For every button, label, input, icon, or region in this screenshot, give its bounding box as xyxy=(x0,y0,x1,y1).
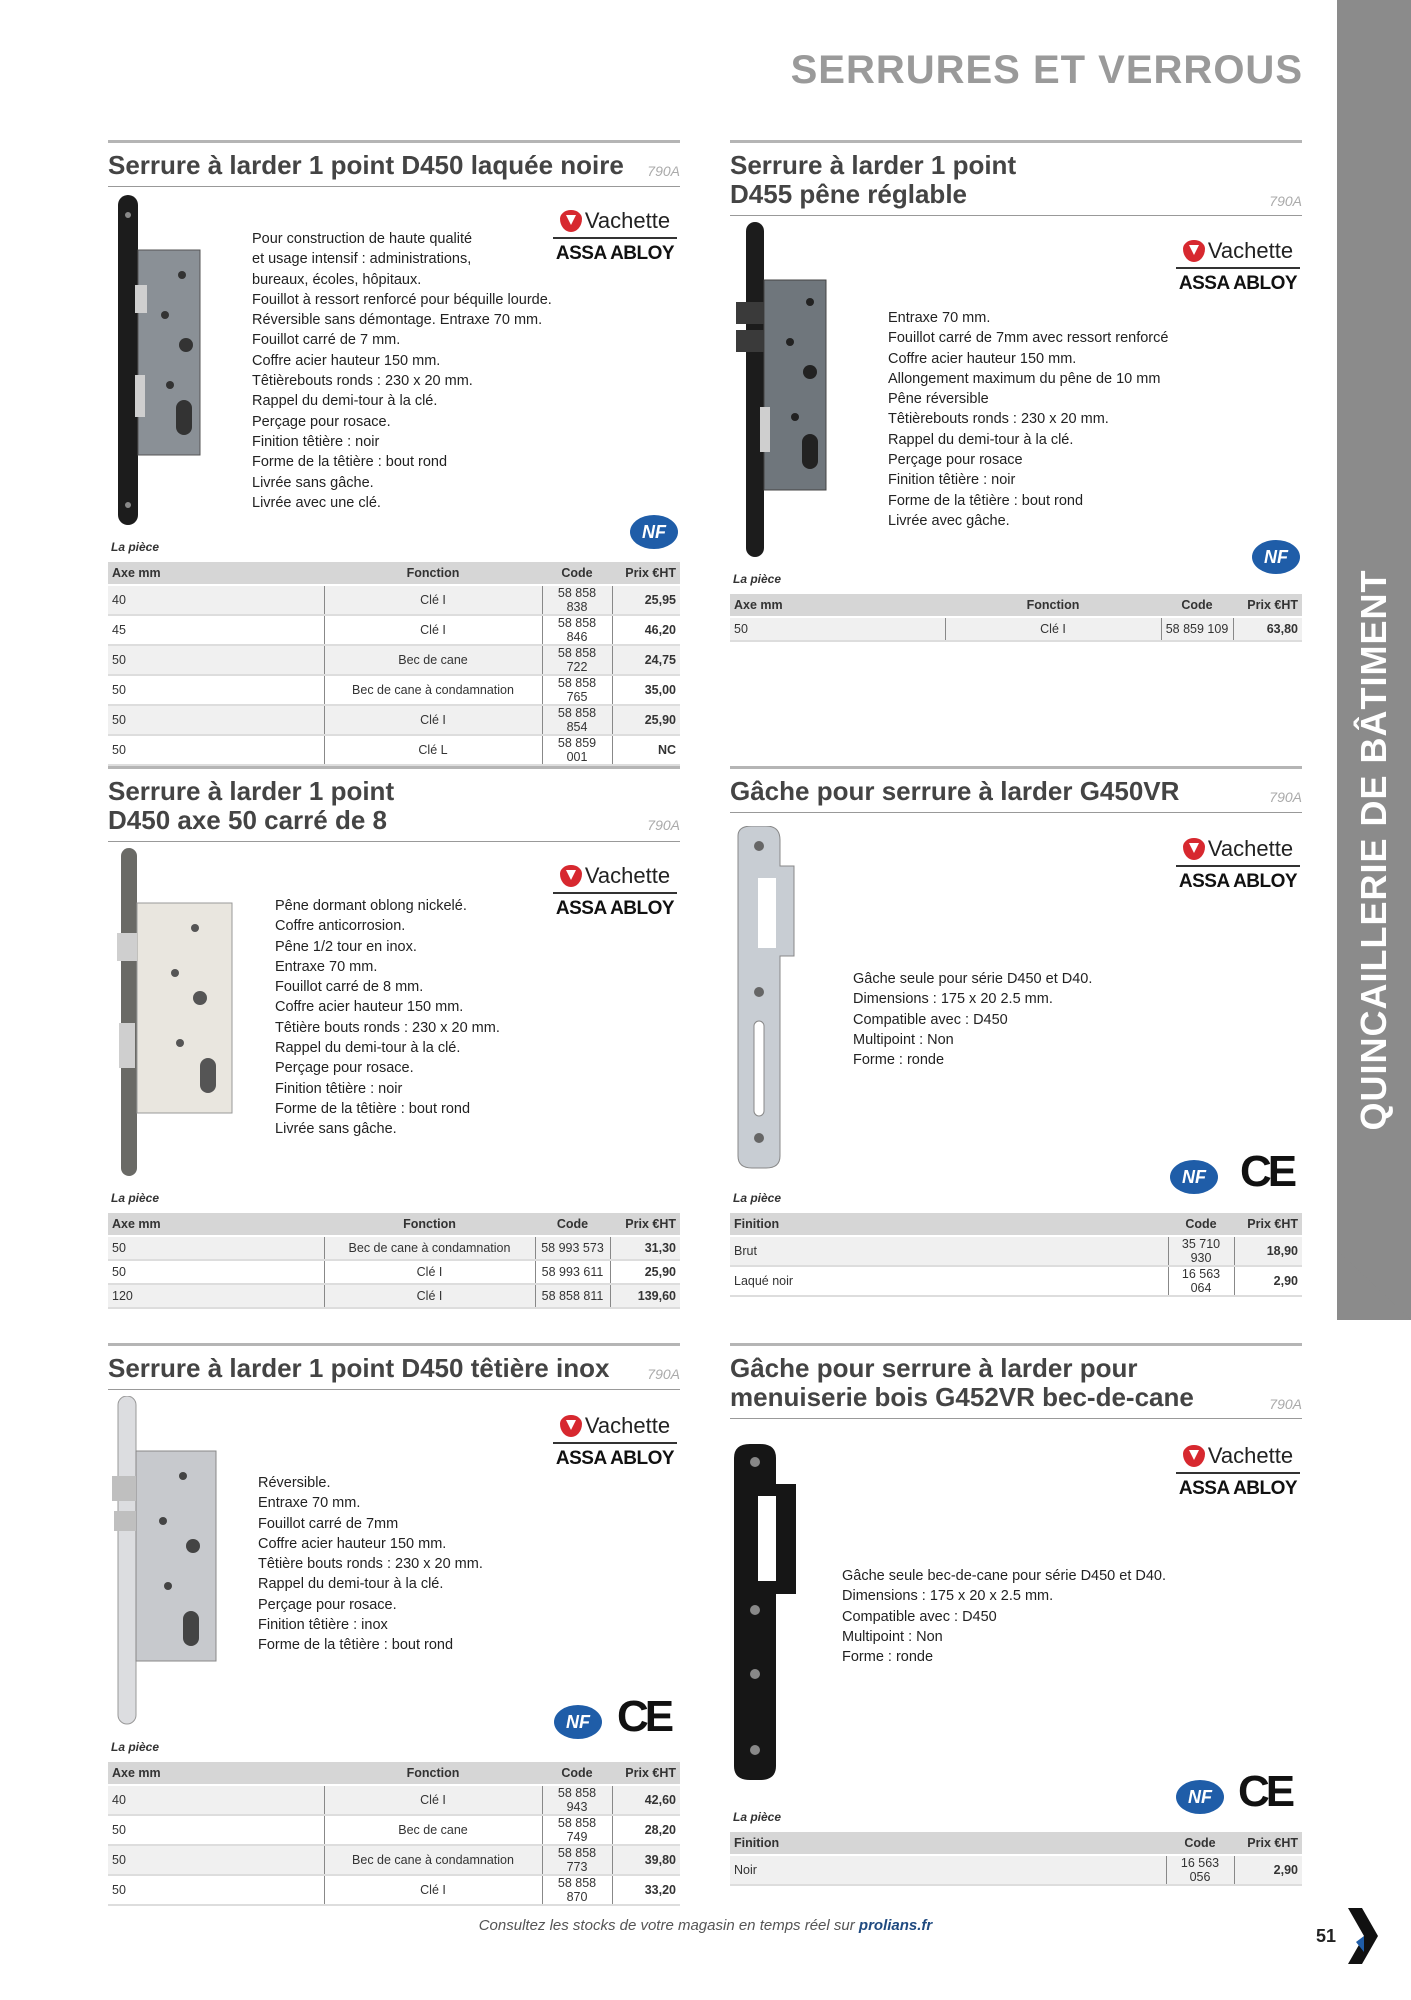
unit-label: La pièce xyxy=(733,1810,782,1824)
cell-prix: 33,20 xyxy=(612,1875,680,1905)
cell-code: 58 858 870 xyxy=(542,1875,612,1905)
table-row xyxy=(108,1284,680,1308)
col-finition: Finition xyxy=(730,1213,1168,1236)
table-row xyxy=(108,615,680,645)
table-row xyxy=(108,1815,680,1845)
brand-vachette: Vachette xyxy=(1207,1443,1294,1468)
nf-certification-icon: NF xyxy=(1170,1160,1218,1194)
page-header-title: SERRURES ET VERROUS xyxy=(790,48,1303,92)
cell-code: 58 858 765 xyxy=(542,675,612,705)
table-row xyxy=(730,1266,1302,1296)
ce-mark-icon: CE xyxy=(617,1692,671,1741)
chevron-right-icon xyxy=(1348,1908,1378,1964)
cell-code: 58 859 109 xyxy=(1161,617,1233,641)
product-description: Pour construction de haute qualité et usage intensif : administrations, bureaux, écoles, hôpitaux. Fouillot à ressort renforcé pour béquille lourde. Réversible sans démontage. Entraxe 70 mm. Fouillot carré de 7 mm. Coffre acier hauteur 150 mm. Têtièrebouts ronds : 230 x 20 mm. Rappel du demi-tour à la clé. Perçage pour rosace. Finition têtière : noir Forme de la têtière : bout rond Livrée sans gâche. Livrée avec une clé. xyxy=(252,231,552,511)
cell-code: 58 858 773 xyxy=(542,1845,612,1875)
footer-link[interactable]: prolians.fr xyxy=(858,1917,933,1934)
unit-label: La pièce xyxy=(111,1191,160,1205)
catalog-code: 790A xyxy=(1269,1396,1302,1412)
cell-prix: 25,90 xyxy=(610,1260,680,1284)
cell-prix: 46,20 xyxy=(612,615,680,645)
brand-logo-s4 xyxy=(1176,836,1300,893)
col-prix: Prix €HT xyxy=(1233,594,1302,617)
brand-assa-abloy: ASSA ABLOY xyxy=(555,243,675,264)
cell-prix: 42,60 xyxy=(612,1785,680,1815)
catalog-code: 790A xyxy=(647,1366,680,1382)
catalog-code: 790A xyxy=(647,817,680,833)
unit-label: La pièce xyxy=(111,540,160,554)
cell-fonction: Clé I xyxy=(324,1785,542,1815)
col-prix: Prix €HT xyxy=(1234,1832,1302,1855)
section-s5 xyxy=(108,1343,680,1390)
unit-label: La pièce xyxy=(733,572,782,586)
col-code: Code xyxy=(1168,1213,1234,1236)
cell-fonction: Bec de cane à condamnation xyxy=(324,1236,535,1260)
cell-prix: 39,80 xyxy=(612,1845,680,1875)
cell-prix: 63,80 xyxy=(1233,617,1302,641)
cell-fonction: Bec de cane à condamnation xyxy=(324,675,542,705)
cell-finition: Brut xyxy=(730,1236,1168,1266)
cell-code: 58 859 001 xyxy=(542,735,612,765)
product-image-lock-black xyxy=(110,195,210,530)
price-table-s2 xyxy=(730,594,1302,642)
col-axe: Axe mm xyxy=(108,562,324,585)
col-code: Code xyxy=(542,562,612,585)
brand-logo-s2 xyxy=(1176,238,1300,295)
cell-prix: 2,90 xyxy=(1234,1266,1302,1296)
section-s1 xyxy=(108,140,680,187)
cell-axe: 50 xyxy=(108,675,324,705)
footer-note xyxy=(0,1917,1411,1934)
table-row xyxy=(108,675,680,705)
table-row xyxy=(108,705,680,735)
cell-finition: Noir xyxy=(730,1855,1166,1885)
cell-fonction: Clé I xyxy=(324,585,542,615)
cell-code: 58 993 611 xyxy=(535,1260,610,1284)
price-table-s4 xyxy=(730,1213,1302,1297)
product-description: Réversible. Entraxe 70 mm. Fouillot carré de 7mm Coffre acier hauteur 150 mm. Têtière bouts ronds : 230 x 20 mm. Rappel du demi-tour à la clé. Perçage pour rosace. Finition têtière : inox Forme de la têtière : bout rond xyxy=(258,1475,483,1654)
col-prix: Prix €HT xyxy=(610,1213,680,1236)
cell-code: 35 710 930 xyxy=(1168,1236,1234,1266)
footer-text: Consultez les stocks de votre magasin en temps réel sur xyxy=(478,1917,855,1934)
col-fonction: Fonction xyxy=(324,562,542,585)
cell-axe: 120 xyxy=(108,1284,324,1308)
cell-fonction: Bec de cane à condamnation xyxy=(324,1845,542,1875)
cell-code: 58 858 846 xyxy=(542,615,612,645)
cell-axe: 50 xyxy=(108,1875,324,1905)
brand-logo-s6 xyxy=(1176,1443,1300,1500)
cell-code: 58 993 573 xyxy=(535,1236,610,1260)
col-axe: Axe mm xyxy=(730,594,945,617)
cell-code: 58 858 749 xyxy=(542,1815,612,1845)
section-title-line2: D450 axe 50 carré de 8 xyxy=(108,805,387,835)
cell-fonction: Bec de cane xyxy=(324,1815,542,1845)
table-row xyxy=(730,1236,1302,1266)
section-title: Gâche pour serrure à larder G450VR xyxy=(730,769,1302,813)
cell-prix: 25,95 xyxy=(612,585,680,615)
cell-fonction: Clé I xyxy=(324,615,542,645)
product-description: Pêne dormant oblong nickelé. Coffre anticorrosion. Pêne 1/2 tour en inox. Entraxe 70 mm. Fouillot carré de 8 mm. Coffre acier hauteur 150 mm. Têtière bouts ronds : 230 x 20 mm. Rappel du demi-tour à la clé. Perçage pour rosace. Finition têtière : noir Forme de la têtière : bout rond Livrée sans gâche. xyxy=(275,898,500,1138)
table-row xyxy=(108,735,680,765)
brand-vachette: Vachette xyxy=(1207,238,1294,263)
cell-fonction: Bec de cane xyxy=(324,645,542,675)
cell-prix: 28,20 xyxy=(612,1815,680,1845)
ce-mark-icon: CE xyxy=(1240,1147,1294,1196)
cell-prix: 24,75 xyxy=(612,645,680,675)
brand-assa-abloy: ASSA ABLOY xyxy=(555,1448,675,1469)
vachette-icon xyxy=(1183,240,1205,262)
brand-assa-abloy: ASSA ABLOY xyxy=(1178,1478,1298,1499)
cell-axe: 40 xyxy=(108,1785,324,1815)
col-prix: Prix €HT xyxy=(612,1762,680,1785)
catalog-code: 790A xyxy=(1269,193,1302,209)
cell-code: 58 858 722 xyxy=(542,645,612,675)
col-finition: Finition xyxy=(730,1832,1166,1855)
col-code: Code xyxy=(542,1762,612,1785)
cell-fonction: Clé L xyxy=(324,735,542,765)
cell-code: 16 563 064 xyxy=(1168,1266,1234,1296)
section-s6 xyxy=(730,1343,1302,1419)
col-code: Code xyxy=(1166,1832,1234,1855)
product-image-lock-inox xyxy=(108,1396,223,1726)
section-title xyxy=(108,769,680,842)
col-fonction: Fonction xyxy=(324,1213,535,1236)
price-table-s3 xyxy=(108,1213,680,1309)
cell-prix: 31,30 xyxy=(610,1236,680,1260)
cell-code: 58 858 943 xyxy=(542,1785,612,1815)
brand-assa-abloy: ASSA ABLOY xyxy=(555,898,675,919)
cell-fonction: Clé I xyxy=(324,1260,535,1284)
cell-prix: 2,90 xyxy=(1234,1855,1302,1885)
product-description: Entraxe 70 mm. Fouillot carré de 7mm avec ressort renforcé Coffre acier hauteur 150 mm. Allongement maximum du pêne de 10 mm Pêne réversible Têtièrebouts ronds : 230 x 20 mm. Rappel du demi-tour à la clé. Perçage pour rosace Finition têtière : noir Forme de la têtière : bout rond Livrée avec gâche. xyxy=(888,310,1169,529)
col-axe: Axe mm xyxy=(108,1762,324,1785)
cell-axe: 50 xyxy=(108,645,324,675)
product-description: Gâche seule bec-de-cane pour série D450 et D40. Dimensions : 175 x 20 x 2.5 mm. Compatible avec : D450 Multipoint : Non Forme : ronde xyxy=(842,1568,1167,1666)
col-prix: Prix €HT xyxy=(612,562,680,585)
section-title-line2: menuiserie bois G452VR bec-de-cane xyxy=(730,1382,1194,1412)
section-title: Serrure à larder 1 point D450 têtière inox xyxy=(108,1346,680,1390)
vachette-icon xyxy=(560,1415,582,1437)
col-fonction: Fonction xyxy=(324,1762,542,1785)
cell-code: 58 858 854 xyxy=(542,705,612,735)
brand-vachette: Vachette xyxy=(1207,836,1294,861)
section-title-line1: Serrure à larder 1 point xyxy=(730,150,1017,180)
section-title-line2: D455 pêne réglable xyxy=(730,179,967,209)
table-row xyxy=(108,1845,680,1875)
cell-axe: 50 xyxy=(108,1236,324,1260)
cell-axe: 50 xyxy=(108,1260,324,1284)
brand-logo-s5 xyxy=(553,1413,677,1470)
cell-prix: 25,90 xyxy=(612,705,680,735)
cell-axe: 50 xyxy=(108,1845,324,1875)
unit-label: La pièce xyxy=(733,1191,782,1205)
cell-fonction: Clé I xyxy=(324,1284,535,1308)
cell-axe: 50 xyxy=(108,735,324,765)
cell-axe: 50 xyxy=(108,705,324,735)
price-table-s1 xyxy=(108,562,680,766)
catalog-code: 790A xyxy=(1269,789,1302,805)
section-title xyxy=(730,1346,1302,1419)
brand-vachette: Vachette xyxy=(584,1413,671,1438)
cell-axe: 45 xyxy=(108,615,324,645)
table-row xyxy=(108,1785,680,1815)
section-title: Serrure à larder 1 point D450 laquée noire xyxy=(108,143,680,187)
brand-assa-abloy: ASSA ABLOY xyxy=(1178,273,1298,294)
table-row xyxy=(108,645,680,675)
catalog-code: 790A xyxy=(647,163,680,179)
table-row xyxy=(108,1875,680,1905)
section-s3 xyxy=(108,766,680,842)
table-row xyxy=(730,617,1302,641)
cell-fonction: Clé I xyxy=(324,705,542,735)
nf-certification-icon: NF xyxy=(1252,540,1300,574)
price-table-s6 xyxy=(730,1832,1302,1886)
col-code: Code xyxy=(1161,594,1233,617)
cell-axe: 50 xyxy=(730,617,945,641)
ce-mark-icon: CE xyxy=(1238,1767,1292,1816)
section-title xyxy=(730,143,1302,216)
cell-code: 16 563 056 xyxy=(1166,1855,1234,1885)
product-image-lock-white xyxy=(115,848,240,1178)
table-row xyxy=(730,1855,1302,1885)
brand-vachette: Vachette xyxy=(584,863,671,888)
vachette-icon xyxy=(1183,1445,1205,1467)
cell-prix: NC xyxy=(612,735,680,765)
col-fonction: Fonction xyxy=(945,594,1161,617)
brand-assa-abloy: ASSA ABLOY xyxy=(1178,871,1298,892)
section-s4 xyxy=(730,766,1302,813)
table-row xyxy=(108,1260,680,1284)
side-tab-corner xyxy=(1337,1250,1411,1320)
col-code: Code xyxy=(535,1213,610,1236)
section-s2 xyxy=(730,140,1302,216)
side-tab-label: QUINCAILLERIE DE BÂTIMENT xyxy=(1353,569,1394,1131)
cell-prix: 35,00 xyxy=(612,675,680,705)
page-number: 51 xyxy=(1316,1926,1337,1946)
cell-prix: 18,90 xyxy=(1234,1236,1302,1266)
product-image-strike-plate-steel xyxy=(730,826,800,1171)
brand-vachette: Vachette xyxy=(584,208,671,233)
cell-axe: 50 xyxy=(108,1815,324,1845)
col-axe: Axe mm xyxy=(108,1213,324,1236)
product-image-strike-plate-black xyxy=(730,1444,800,1784)
cell-fonction: Clé I xyxy=(324,1875,542,1905)
product-description: Gâche seule pour série D450 et D40. Dimensions : 175 x 20 2.5 mm. Compatible avec : D450 Multipoint : Non Forme : ronde xyxy=(853,971,1093,1069)
nf-certification-icon: NF xyxy=(554,1705,602,1739)
cell-fonction: Clé I xyxy=(945,617,1161,641)
vachette-icon xyxy=(1183,838,1205,860)
nf-certification-icon: NF xyxy=(630,515,678,549)
price-table-s5 xyxy=(108,1762,680,1906)
nf-certification-icon: NF xyxy=(1176,1780,1224,1814)
section-title-line1: Gâche pour serrure à larder pour xyxy=(730,1353,1138,1383)
section-title-line1: Serrure à larder 1 point xyxy=(108,776,395,806)
cell-finition: Laqué noir xyxy=(730,1266,1168,1296)
vachette-icon xyxy=(560,865,582,887)
cell-code: 58 858 811 xyxy=(535,1284,610,1308)
table-row xyxy=(108,585,680,615)
product-image-lock-d455 xyxy=(730,222,850,560)
col-prix: Prix €HT xyxy=(1234,1213,1302,1236)
unit-label: La pièce xyxy=(111,1740,160,1754)
cell-prix: 139,60 xyxy=(610,1284,680,1308)
cell-axe: 40 xyxy=(108,585,324,615)
table-row xyxy=(108,1236,680,1260)
cell-code: 58 858 838 xyxy=(542,585,612,615)
